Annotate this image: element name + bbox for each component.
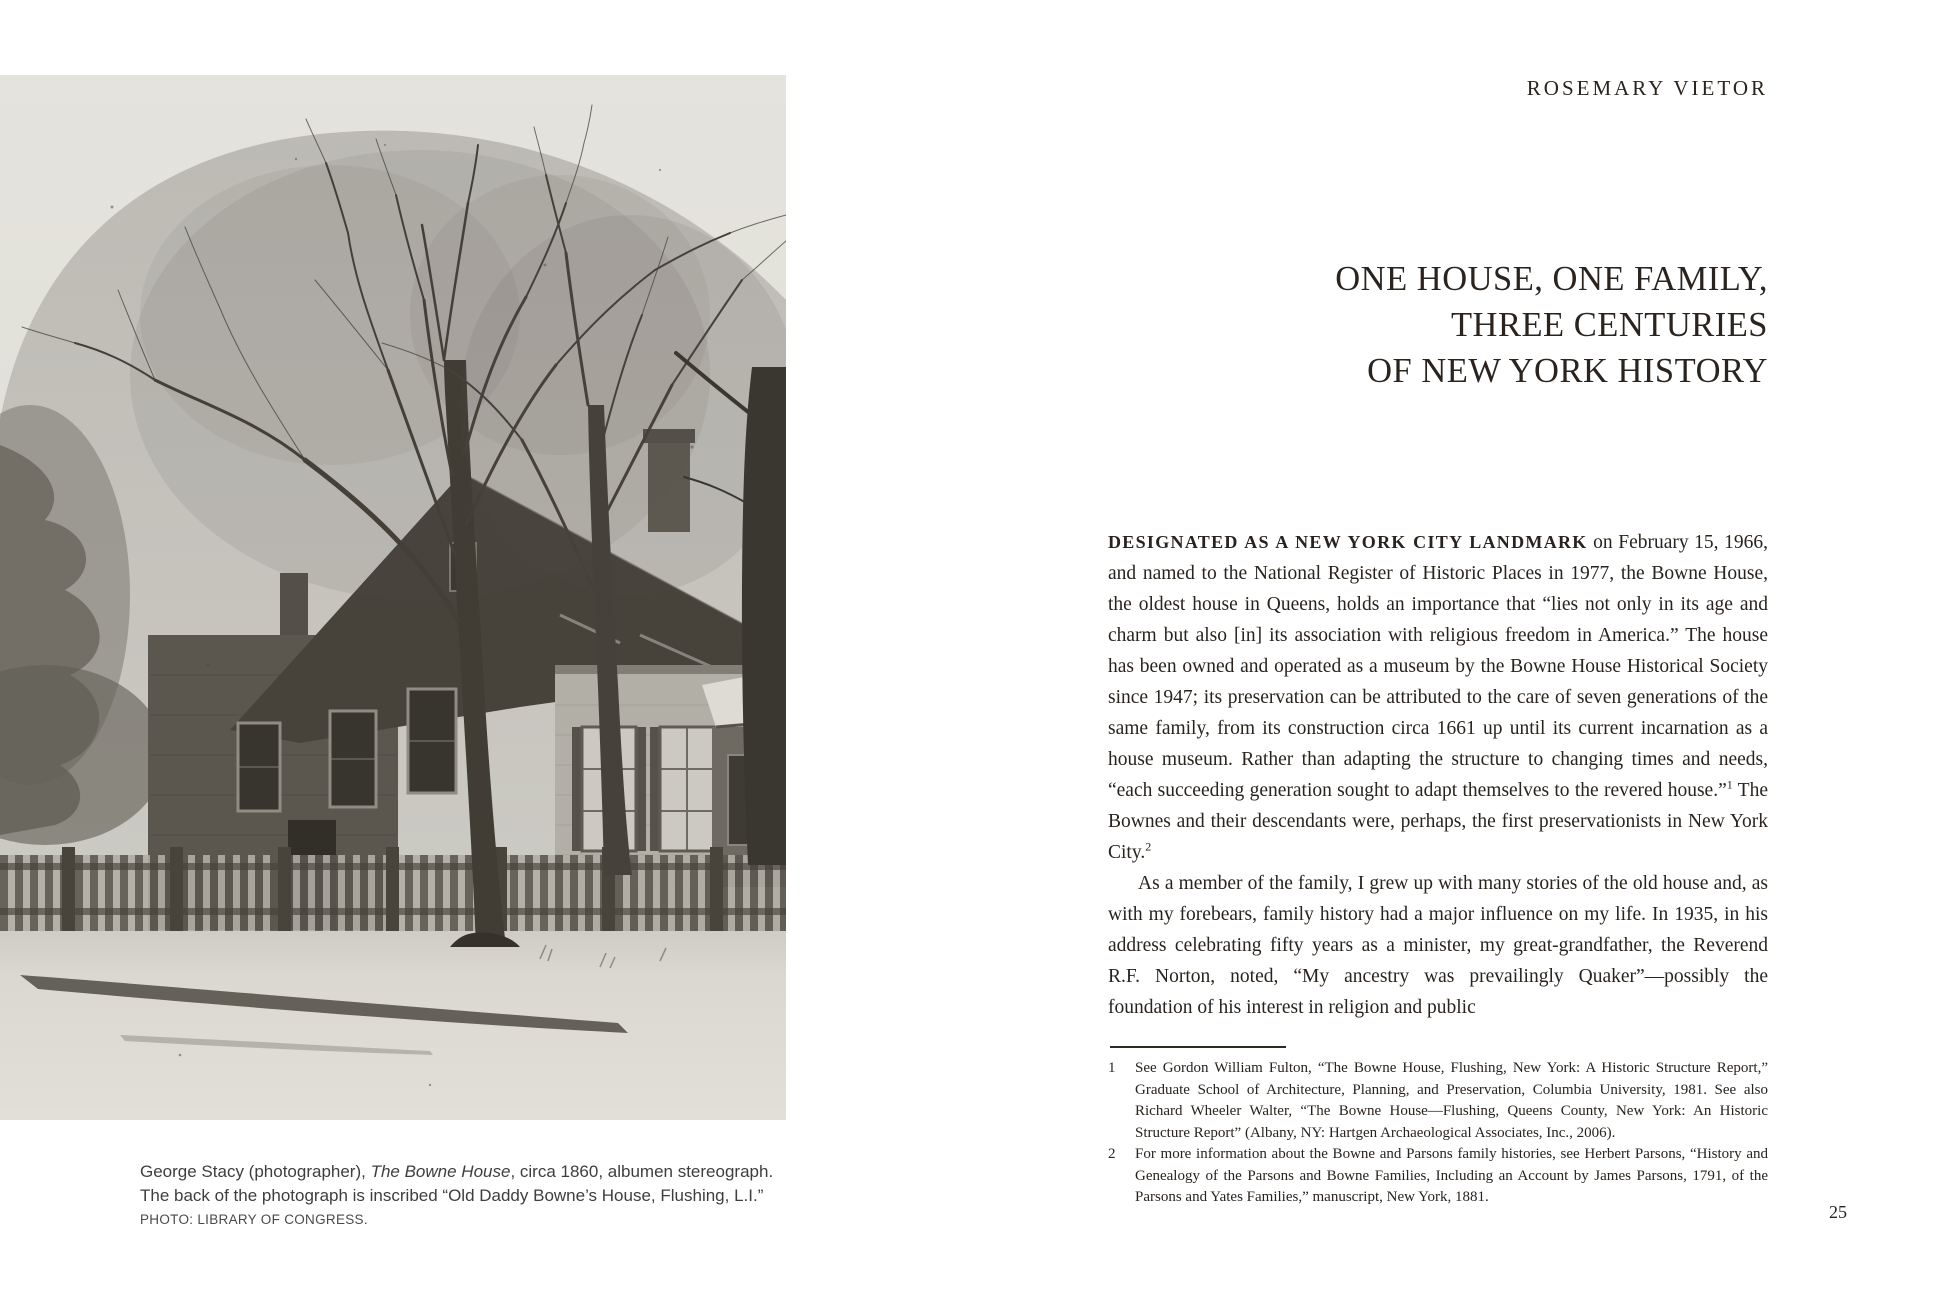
running-header: ROSEMARY VIETOR — [1526, 76, 1768, 100]
sepia-wash — [0, 75, 786, 1120]
caption-text-pre: George Stacy (photographer), — [140, 1162, 371, 1181]
page-number: 25 — [1829, 1202, 1847, 1222]
footnote-1 — [1108, 1058, 1768, 1144]
footnote-marker-2: 2 — [1145, 839, 1152, 854]
footnote-divider — [1110, 1046, 1286, 1048]
paragraph-1 — [1108, 527, 1768, 868]
chapter-title-line-1: ONE HOUSE, ONE FAMILY, — [1335, 260, 1768, 298]
lead-in-small-caps: DESIGNATED AS A NEW YORK CITY LANDMARK — [1108, 532, 1588, 552]
body-text — [1108, 527, 1768, 1023]
paragraph-2: As a member of the family, I grew up with many stories of the old house and, as with my forebears, family history had a major influence on my life. In 1935, in his address celebrating fifty years as a minister, my great-grandfather, the Reverend R.F. Norton, noted, “My ancestry was prevailingly Quaker”—possibly the foundation of his interest in religion and public — [1108, 873, 1768, 1018]
chapter-title — [1108, 256, 1768, 394]
chapter-title-line-2: THREE CENTURIES — [1450, 306, 1768, 344]
photo-figure — [0, 75, 786, 1120]
footnotes — [1108, 1058, 1768, 1209]
footnote-2-text: For more information about the Bowne and Parsons family histories, see Herbert Parsons, “History and Genealogy of the Parsons and Bowne Families, Including an Account by James Parsons, 1791, of the Parsons and Yates Families,” manuscript, New York, 1881. — [1135, 1146, 1768, 1205]
caption-work-title: The Bowne House — [370, 1162, 511, 1181]
chapter-title-line-3: OF NEW YORK HISTORY — [1367, 352, 1768, 390]
footnote-1-text: See Gordon William Fulton, “The Bowne House, Flushing, New York: A Historic Structure Report,” Graduate School of Architecture, Planning, and Preservation, Columbia University, 1981. See also Richard Wheeler Walter, “The Bowne House—Flushing, Queens County, New York: An Historic Structure Report” (Albany, NY: Hartgen Archaeological Associates, Inc., 2006). — [1135, 1060, 1768, 1141]
footnote-1-number: 1 — [1108, 1060, 1116, 1076]
caption-photo-credit: PHOTO: LIBRARY OF CONGRESS. — [140, 1212, 368, 1227]
caption-text-post: , circa 1860, albumen stereograph. The back of the photograph is inscribed “Old Daddy Bowne’s House, Flushing, L.I.” — [140, 1162, 774, 1205]
bowne-house-photo — [0, 75, 786, 1120]
footnote-2 — [1108, 1144, 1768, 1209]
footnote-2-number: 2 — [1108, 1146, 1116, 1162]
paragraph-1-text-b: The Bownes and their descendants were, perhaps, the first preservationists in New York City. — [1108, 780, 1768, 863]
photo-caption — [140, 1160, 795, 1232]
footnote-marker-1: 1 — [1726, 777, 1733, 792]
paragraph-1-text-a: on February 15, 1966, and named to the National Register of Historic Places in 1977, the Bowne House, the oldest house in Queens, holds an importance that “lies not only in its age and charm but also [in] its association with religious freedom in America.” The house has been owned and operated as a museum by the Bowne House Historical Society since 1947; its preservation can be attributed to the care of seven generations of the same family, from its construction circa 1661 up until its current incarnation as a house museum. Rather than adapting the structure to changing times and needs, “each succeeding generation sought to adapt themselves to the revered house.” — [1108, 532, 1768, 801]
